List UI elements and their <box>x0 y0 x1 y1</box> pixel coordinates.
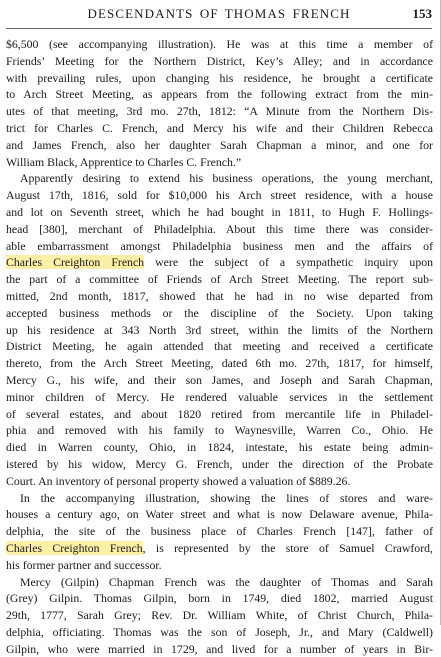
line-text: Gilpin, who were married in 1729, and lived for a number of years in Bir- <box>6 641 433 656</box>
line-text: August 17th, 1816, sold for $10,000 his Arch street residence, with a house <box>6 188 433 203</box>
line-text: 29th, 1777, Sarah Grey; Rev. Dr. William White, of Christ Church, Phila- <box>6 608 433 623</box>
line-text: the part of a committee of Friends of Arch Street Meeting. The report sub- <box>6 272 433 287</box>
line-text: In the accompanying illustration, showing the lines of stores and ware- <box>20 490 433 505</box>
line-text: utes of that meeting, 3rd mo. 27th, 1812: “A Minute from the Northern Dis- <box>6 104 433 119</box>
line-text: up his residence at 343 North 3rd street, within the limits of the Northern <box>6 322 433 337</box>
text-line <box>6 523 433 540</box>
text-line <box>6 439 433 456</box>
text-line <box>6 53 433 70</box>
text-line <box>6 238 433 255</box>
text-line <box>6 607 433 624</box>
line-text: (Grey) Gilpin. Thomas Gilpin, born in 1749, died 1802, married August <box>6 591 433 606</box>
text-line <box>6 154 433 171</box>
text-line <box>6 204 433 221</box>
line-text: minor children of Mercy. He rendered valuable services in the settlement <box>6 389 433 404</box>
line-text: and James French, also her daughter Sarah Chapman a minor, and one for <box>6 137 433 152</box>
line-text: and lot on Seventh street, which he had bought in 1811, to Hugh F. Hollings- <box>6 204 433 219</box>
text-line <box>6 490 433 507</box>
text-line <box>6 355 433 372</box>
line-text: , is represented by the store of Samuel Crawford, <box>142 540 433 555</box>
line-text: $6,500 (see accompanying illustration). He was at this time a member of <box>6 37 433 51</box>
line-text: Court. An inventory of personal property showed a valuation of $889.26. <box>6 473 351 488</box>
text-line <box>6 557 433 574</box>
highlighted-name: Charles Creighton French <box>6 540 143 555</box>
text-line <box>6 70 433 87</box>
page-header-title: DESCENDANTS OF THOMAS FRENCH <box>87 6 351 21</box>
line-text: istered by his widow, Mercy G. French, under the direction of the Probate <box>6 456 433 471</box>
line-text: delphia, the site of the business place of Charles French [147], father of <box>6 524 433 539</box>
text-line <box>6 86 433 103</box>
line-text: his former partner and successor. <box>6 557 162 572</box>
text-line <box>6 322 433 339</box>
line-text: able embarrassment amongst Philadelphia business men and the affairs of <box>6 238 433 253</box>
text-line <box>6 422 433 439</box>
text-line <box>6 338 433 355</box>
text-line <box>6 271 433 288</box>
text-line <box>6 170 433 187</box>
text-line <box>6 305 433 322</box>
line-text: died in Warren county, Ohio, in 1824, intestate, his estate being admin- <box>6 440 433 455</box>
line-text: Mercy (Gilpin) Chapman French was the daughter of Thomas and Sarah <box>20 574 433 589</box>
text-line <box>6 641 433 657</box>
line-text: mitted, 2nd month, 1817, showed that he had in no wise departed from <box>6 288 433 303</box>
text-line <box>6 103 433 120</box>
line-text: to Arch Street Meeting, as appears from the following extract from the min- <box>6 87 433 102</box>
text-line <box>6 590 433 607</box>
text-line <box>6 473 433 490</box>
text-line <box>6 137 433 154</box>
text-line <box>6 540 433 557</box>
line-text: delphia, officiating. Thomas was the son of Joseph, Jr., and Mary (Caldwell) <box>6 624 433 639</box>
text-line <box>6 120 433 137</box>
text-line <box>6 187 433 204</box>
line-text: William Black, Apprentice to Charles C. French.” <box>6 154 242 169</box>
running-header <box>6 4 432 26</box>
line-text: Friends’ Meeting for the Northern District, Key’s Alley; and in accordance <box>6 53 433 68</box>
line-text: accepted business methods or the discipline of the Society. Upon taking <box>6 305 433 320</box>
line-text: Apparently desiring to extend his business operations, the young merchant, <box>20 171 433 186</box>
line-text: of several estates, and about 1820 retired from mercantile life in Philadel- <box>6 406 433 421</box>
text-line <box>6 506 433 523</box>
text-line <box>6 574 433 591</box>
header-rule <box>6 28 432 29</box>
text-line <box>6 624 433 641</box>
line-text: were the subject of a sympathetic inquiry upon <box>144 255 433 270</box>
line-text: trict for Charles C. French, and Mercy his wife and their Children Rebecca <box>6 120 433 135</box>
text-line <box>6 288 433 305</box>
text-line <box>6 254 433 271</box>
text-line <box>6 36 433 53</box>
page-number: 153 <box>412 6 432 21</box>
highlighted-name: Charles Creighton French <box>6 255 145 270</box>
body-text <box>6 36 433 657</box>
line-text: thereto, from the Arch Street Meeting, dated 6th mo. 27th, 1817, for himself, <box>6 356 433 371</box>
text-line <box>6 406 433 423</box>
line-text: phia and removed with his family to Waynesville, Warren Co., Ohio. He <box>6 423 433 438</box>
line-text: with prevailing rules, upon changing his residence, he brought a certificate <box>6 70 433 85</box>
text-line <box>6 389 433 406</box>
line-text: houses a century ago, on Water street and what is now Delaware avenue, Phila- <box>6 507 433 522</box>
line-text: District Meeting, he again attended that meeting and received a certificate <box>6 339 433 354</box>
text-line <box>6 372 433 389</box>
text-line <box>6 456 433 473</box>
line-text: head [380], merchant of Philadelphia. About this time there was consider- <box>6 221 433 236</box>
line-text: Mercy G., his wife, and their son James, and Joseph and Sarah Chapman, <box>6 372 433 387</box>
text-line <box>6 221 433 238</box>
